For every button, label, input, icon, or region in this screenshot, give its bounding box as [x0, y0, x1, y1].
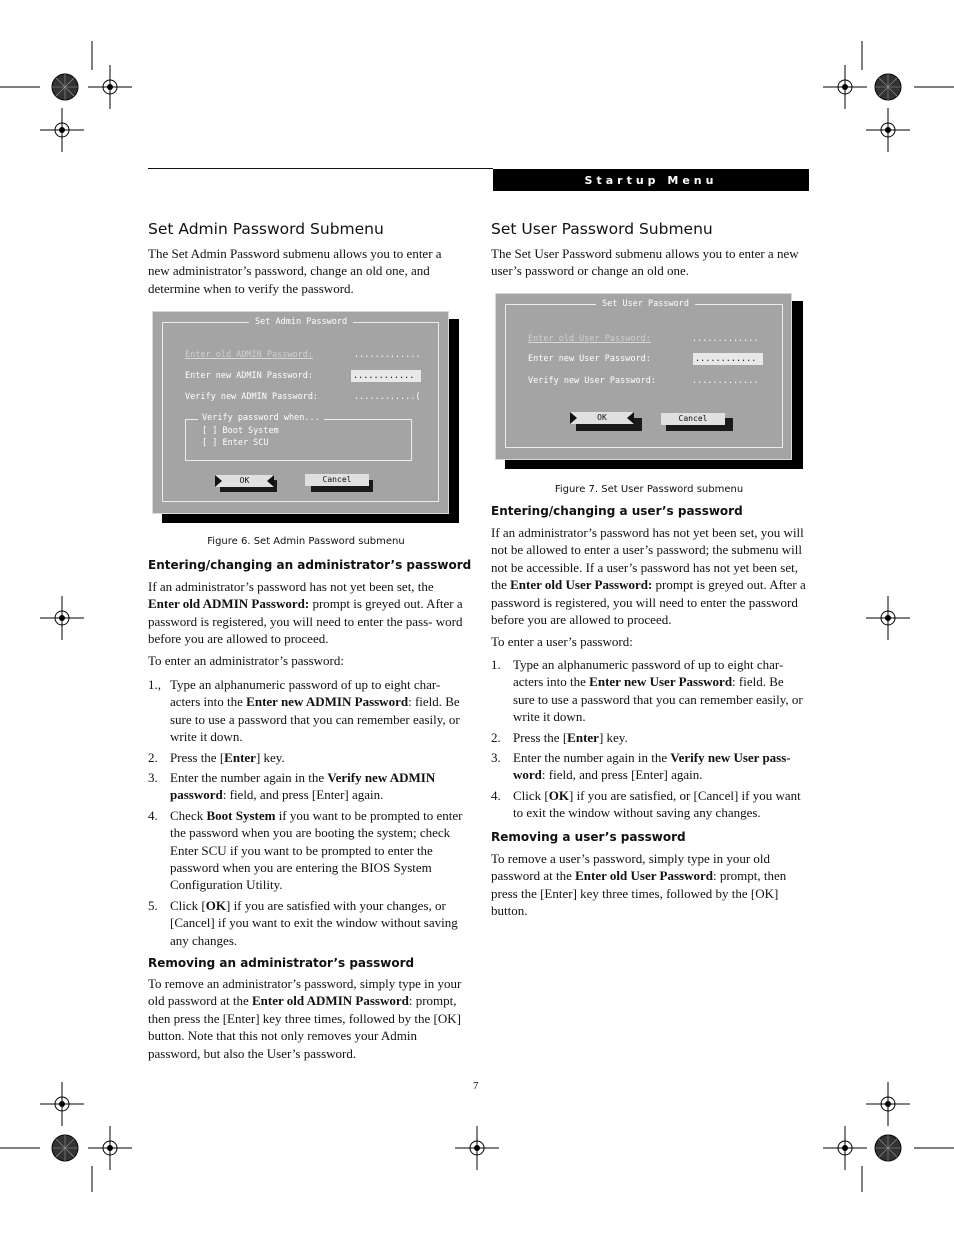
ok-button[interactable]: OK [570, 412, 634, 424]
boot-system-checkbox[interactable]: [ ] Boot System [202, 426, 279, 436]
list-item: 2. Press the [Enter] key. [491, 729, 628, 745]
list-item: 4. Click [OK] if you are satisfied, or [Cancel] if you want to exit the window without saving any changes. [491, 787, 801, 821]
old-password-label: Enter old User Password: [528, 334, 651, 344]
old-password-label: Enter old ADMIN Password: [185, 350, 313, 360]
new-password-field[interactable]: ............ [693, 353, 763, 365]
verify-password-field[interactable]: ............( [354, 392, 421, 402]
right-sub2-heading: Removing a user’s password [491, 830, 686, 844]
dialog-title: Set Admin Password [249, 317, 353, 327]
section-header: Startup Menu [493, 169, 809, 191]
new-password-label: Enter new User Password: [528, 354, 651, 364]
figure-7-caption: Figure 7. Set User Password submenu [554, 484, 744, 495]
left-heading: Set Admin Password Submenu [148, 220, 384, 238]
new-password-field[interactable]: ............ [351, 370, 421, 382]
new-password-label: Enter new ADMIN Password: [185, 371, 313, 381]
list-item: 5. Click [OK] if you are satisfied with your changes, or [Cancel] if you want to exit the window without saving any changes. [148, 897, 458, 948]
left-sub1-heading: Entering/changing an administrator’s password [148, 558, 472, 572]
list-item: 1., Type an alphanumeric password of up to eight char- acters into the Enter new ADMIN Password: field. Be sure to use a password that you can remember easily, or write it down. [148, 677, 460, 745]
figure-6-caption: Figure 6. Set Admin Password submenu [207, 536, 405, 547]
right-sub1-para1: If an administrator’s password has not yet been set, you will not be allowed to enter a user’s password; the submenu will not be accessible. If a user’s password has not yet been set, the Enter old User Password: prompt is greyed out. After a password is registered, you will need to enter the password before you are allowed to proceed. [491, 525, 806, 628]
right-heading: Set User Password Submenu [491, 220, 713, 238]
verify-password-label: Verify new ADMIN Password: [185, 392, 319, 402]
left-sub1-para1: If an administrator’s password has not yet been set, the Enter old ADMIN Password: prompt is greyed out. After a password is registered, you will need to enter the pass- word before you are allowed to proceed. [148, 579, 463, 647]
left-sub1-para2: To enter an administrator’s password: [148, 653, 344, 668]
ok-button[interactable]: OK [215, 475, 274, 487]
list-item: 1. Type an alphanumeric password of up to eight char- acters into the Enter new User Password: field. Be sure to use a password that you can remember easily, or write it down. [491, 657, 803, 725]
right-sub1-para2: To enter a user’s password: [491, 634, 633, 649]
old-password-field[interactable]: ............. [692, 334, 759, 344]
cancel-button[interactable]: Cancel [661, 413, 725, 425]
cancel-button[interactable]: Cancel [305, 474, 369, 486]
left-sub2-para: To remove an administrator’s password, simply type in your old password at the Enter old ADMIN Password: prompt, then press the [Enter] key three times, followed by the [OK] button. Note that this not only removes your Admin password, but also the User’s password. [148, 976, 462, 1061]
verify-password-field[interactable]: ............. [692, 376, 759, 386]
left-intro: The Set Admin Password submenu allows you to enter a new administrator’s password, change an old one, and determine when to verify the password. [148, 246, 442, 296]
list-item: 3. Enter the number again in the Verify new ADMIN password: field, and press [Enter] again. [148, 770, 436, 803]
verify-password-label: Verify new User Password: [528, 376, 656, 386]
old-password-field[interactable]: ............. [354, 350, 421, 360]
right-intro: The Set User Password submenu allows you to enter a new user’s password or change an old one. [491, 246, 799, 279]
left-sub2-heading: Removing an administrator’s password [148, 956, 415, 970]
verify-group-title: Verify password when... [198, 413, 324, 423]
right-sub2-para: To remove a user’s password, simply type in your old password at the Enter old User Password: prompt, then press the [Enter] key three times, followed by the [OK] button. [491, 851, 787, 919]
list-item: 2. Press the [Enter] key. [148, 749, 285, 765]
right-sub1-heading: Entering/changing a user’s password [491, 504, 743, 518]
page-number: 7 [473, 1080, 479, 1092]
enter-scu-checkbox[interactable]: [ ] Enter SCU [202, 438, 269, 448]
list-item: 4. Check Boot System if you want to be prompted to enter the password when you are booting the system; check Enter SCU if you want to be prompted to enter the password when you are entering the BIOS System Configuration Utility. [148, 807, 463, 893]
list-item: 3. Enter the number again in the Verify new User pass- word: field, and press [Enter] again. [491, 750, 791, 783]
dialog-title: Set User Password [596, 299, 695, 309]
